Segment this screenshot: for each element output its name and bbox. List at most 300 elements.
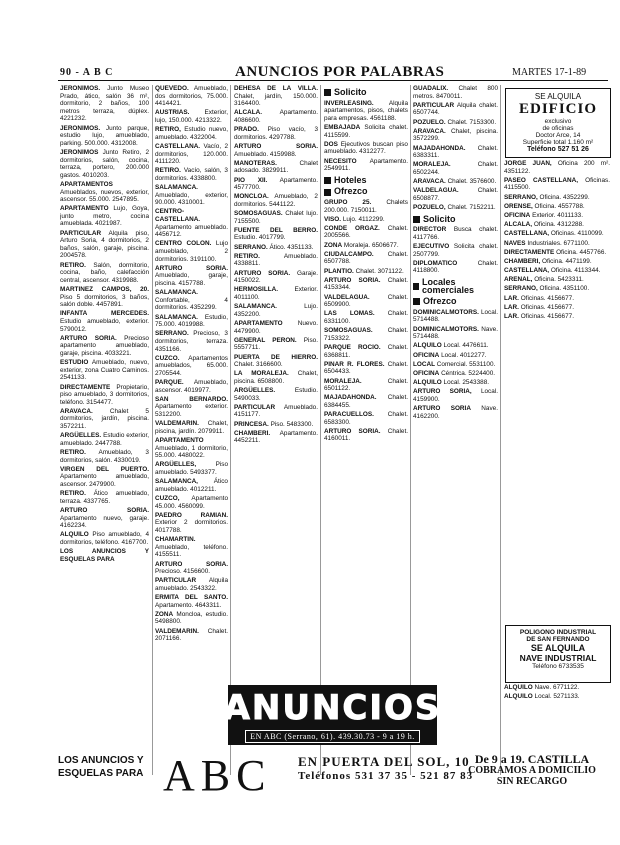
ad-text: Chalet. 4118800. xyxy=(413,259,498,275)
ad-phone: Teléfono 527 51 26 xyxy=(527,146,589,153)
ad-keyword: POZUELO. xyxy=(413,118,446,126)
ad-keyword: PASEO CASTELLANA, xyxy=(504,176,579,184)
ad-text: Estudio. 5490033. xyxy=(234,387,318,402)
ad-keyword: NAVES xyxy=(504,239,526,247)
classified-ad xyxy=(60,432,149,447)
ad-text: Chalet. 3576600. xyxy=(447,178,497,186)
ad-keyword: PIO XII. xyxy=(234,176,268,184)
ad-keyword: CASTELLANA. xyxy=(155,142,201,150)
banner-subline: EN ABC (Serrano, 61). 439.30.73 - 9 a 19 h. xyxy=(245,730,420,743)
ad-text: Oficina. 4471199. xyxy=(542,257,592,265)
ad-keyword: PRINCESA. xyxy=(234,420,269,428)
footer-phones: Teléfonos 531 37 35 - 521 87 83 xyxy=(298,770,474,782)
ad-keyword: ARTURO SORIA. xyxy=(324,276,381,284)
classified-ad xyxy=(60,125,149,148)
ad-keyword: ALQUILO xyxy=(413,379,442,387)
ad-text: Local. 5271133. xyxy=(534,693,580,701)
ad-keyword: ALQUILO xyxy=(504,684,533,691)
footer-ad xyxy=(58,750,616,805)
classified-ad xyxy=(504,276,610,284)
ad-keyword: VISO. xyxy=(324,215,342,223)
classified-ad xyxy=(155,478,228,493)
classified-ad xyxy=(504,258,610,266)
ad-keyword: PAEDRO RAMIAN. xyxy=(155,511,228,519)
ad-text: Amueblado, teléfono. 4155511. xyxy=(155,543,228,559)
ad-text: Exterior. 4011100. xyxy=(234,286,318,301)
classified-column-6-bottom xyxy=(504,684,610,744)
classified-ad xyxy=(504,684,610,692)
ad-line: POLIGONO INDUSTRIAL xyxy=(519,629,597,636)
anuncios-banner xyxy=(223,685,442,745)
ad-keyword: EJECUTIVO xyxy=(413,243,450,251)
nave-industrial-ad xyxy=(505,625,611,683)
ad-text: Oficina 200 m². 4351122. xyxy=(504,160,610,175)
ad-text: Oficinas. 4156677. xyxy=(520,313,574,320)
ad-text: Oficina. 4113344. xyxy=(550,267,601,275)
ad-keyword: SALAMANCA. xyxy=(234,303,277,311)
ad-text: Amueblado, dos dormitorios, 75.000. 4414421. xyxy=(155,85,228,108)
ad-text: Apartamento. 2549911. xyxy=(324,157,408,173)
ad-keyword: ARTURO SORIA. xyxy=(155,560,228,568)
header-rule xyxy=(58,80,608,81)
classified-ad xyxy=(504,160,610,175)
ad-text: Amueblado, exterior, 90.000. 4310001. xyxy=(155,191,228,207)
ad-text: Chalet. 6502244. xyxy=(413,161,498,176)
classified-ad xyxy=(234,109,318,124)
classified-column-4 xyxy=(324,85,408,680)
column-divider xyxy=(500,85,501,775)
ad-text: Chalet, jardín, 150.000. 3164400. xyxy=(234,92,318,108)
ad-keyword: ESTUDIO xyxy=(60,359,89,367)
ad-keyword: SOMOSAGUAS. xyxy=(234,210,283,218)
classified-ad xyxy=(234,143,318,158)
ad-keyword: MAJADAHONDA. xyxy=(324,394,377,402)
classified-ad xyxy=(60,466,149,489)
section-heading xyxy=(324,89,408,97)
ad-keyword: PARTICULAR xyxy=(155,577,197,585)
classified-ad xyxy=(504,203,610,211)
section-label: Ofrezco xyxy=(334,186,368,197)
ad-text: Piso vacío, 3 dormitorios. 4297788. xyxy=(234,126,318,141)
ad-text: Oficina. 4557788. xyxy=(534,202,585,210)
ad-keyword: PARTICULAR xyxy=(234,403,276,411)
ad-keyword: ARTURO SORIA, xyxy=(413,388,472,396)
ad-keyword: MONCLOA. xyxy=(234,193,269,201)
ad-text: Chalet, piscina. 3572299. xyxy=(413,127,498,143)
ad-text: Chalet. 6508877. xyxy=(413,187,498,202)
ad-keyword: VALDELAGUA. xyxy=(413,187,459,195)
classified-ad xyxy=(413,128,498,143)
classified-ad xyxy=(504,693,610,701)
ad-text: Oficina. 4351100. xyxy=(539,285,590,293)
ad-headline: SE ALQUILA xyxy=(530,643,586,653)
ad-text: Estudio amueblado, exterior. 5790012. xyxy=(60,317,149,333)
ad-keyword: RETIRO. xyxy=(234,252,260,260)
section-label: Ofrezco xyxy=(423,296,457,307)
classified-ad xyxy=(413,352,498,360)
classified-ad xyxy=(413,379,498,387)
classified-ad xyxy=(155,314,228,329)
classified-ad xyxy=(413,204,498,212)
ad-text: Estudio nuevo, amueblado. 4322004. xyxy=(155,126,228,141)
classified-ad xyxy=(413,178,498,186)
classified-ad xyxy=(324,251,408,266)
classified-ad xyxy=(324,124,408,139)
ad-keyword: LOCAL xyxy=(413,360,436,368)
classified-ad xyxy=(155,437,228,460)
ad-text: Chalets 200.000. 7150011. xyxy=(324,198,408,214)
ad-line: exclusivo xyxy=(544,118,572,125)
ad-text: Lujo, Goya, junto metro, cocina amueblada. 4021987. xyxy=(60,205,149,228)
ad-text: Ejecutivos buscan piso amueblado. 4312277. xyxy=(324,140,408,156)
ad-text: Local. 4159900. xyxy=(413,388,498,403)
classified-ad xyxy=(155,355,228,378)
classified-ad xyxy=(324,199,408,214)
classified-ad xyxy=(155,561,228,576)
ad-text: Chalet adosado. 3829911. xyxy=(234,159,318,175)
classified-ad xyxy=(234,193,318,208)
ad-keyword: ALQUILO xyxy=(413,342,442,350)
ad-keyword: CENTRO COLON. xyxy=(155,240,212,248)
ad-keyword: AUSTRIAS. xyxy=(155,109,190,117)
ad-text: Apartamento amueblado, ascensor. 2479900. xyxy=(60,473,149,488)
classified-ad xyxy=(234,253,318,268)
classified-ad xyxy=(324,268,408,276)
ad-keyword: ARGÜELLES. xyxy=(60,432,102,440)
ad-text: Vacío, salón, 3 dormitorios. 4338800. xyxy=(155,167,228,182)
classified-ad xyxy=(155,208,228,238)
ad-keyword: DIRECTAMENTE xyxy=(504,248,555,256)
ad-keyword: ALCALA. xyxy=(234,109,263,117)
ad-text: Garaje. 4150022. xyxy=(234,269,318,285)
ad-keyword: ARAVACA. xyxy=(413,127,446,135)
ad-keyword: SERRANO, xyxy=(504,193,538,201)
ad-text: Local. 4012277. xyxy=(441,351,487,359)
page-date: MARTES 17-1-89 xyxy=(512,67,587,78)
ad-keyword: PLANTIO. xyxy=(324,267,354,275)
classified-ad xyxy=(234,370,318,385)
classified-ad xyxy=(413,161,498,176)
ad-keyword: RETIRO. xyxy=(60,261,86,269)
ad-keyword: ARTURO SORIA. xyxy=(234,269,291,277)
ad-text: Chalet. 2005566. xyxy=(324,224,408,240)
classified-ad xyxy=(504,285,610,293)
ad-line: SE ALQUILA xyxy=(534,92,582,101)
ad-keyword: RETIRO. xyxy=(155,167,181,175)
ad-line: Doctor Arce, 14 xyxy=(535,132,581,139)
ad-keyword: PARACUELLOS. xyxy=(324,411,374,419)
ad-keyword: CIUDALCAMPO. xyxy=(324,250,374,258)
ad-keyword: VALDELAGUA. xyxy=(324,293,370,301)
classified-ad xyxy=(234,210,318,225)
ad-keyword: CENTRO-CASTELLANA. xyxy=(155,208,201,224)
section-heading xyxy=(324,174,408,185)
ad-keyword: OFICINA xyxy=(413,369,440,377)
ad-text: Chalet. 3166600. xyxy=(234,361,283,369)
column-divider xyxy=(410,85,411,775)
ad-text: Piso 5 dormitorios, 3 baños, salón doble. 4457891. xyxy=(60,293,149,309)
ad-keyword: RETIRO. xyxy=(60,449,86,457)
section-heading xyxy=(413,298,498,306)
ad-keyword: SERRANO. xyxy=(155,330,189,338)
classified-column-3 xyxy=(234,85,318,680)
ad-keyword: ARGÜELLES. xyxy=(234,387,276,395)
classified-ad xyxy=(60,548,149,563)
classified-ad xyxy=(234,303,318,318)
ad-text: Oficina. 4352299. xyxy=(539,193,590,201)
classified-ad xyxy=(413,309,498,324)
ad-text: Propietario, piso amueblado, 3 dormitorios, teléfono. 3154477. xyxy=(60,383,149,406)
ad-keyword: SALAMANCA. xyxy=(155,313,198,321)
classified-ad xyxy=(504,212,610,220)
ad-keyword: RETIRO, xyxy=(155,126,181,134)
classified-ad xyxy=(234,337,318,352)
ad-keyword: CUZCO, xyxy=(155,494,180,502)
footer-hours-line: SIN RECARGO xyxy=(496,776,568,787)
ad-phone: Teléfono 6733535 xyxy=(532,663,584,670)
ad-text: Apartamento nuevo, garaje. 4162234. xyxy=(60,514,149,530)
classified-ad xyxy=(504,230,610,238)
ad-text: Solicita chalet. 2507799. xyxy=(413,243,498,258)
ad-text: Chalet. 4153344. xyxy=(324,276,408,292)
ad-text: Chalet, piscina. 6508800. xyxy=(234,370,318,385)
classified-ad xyxy=(60,181,149,204)
ad-keyword: FUENTE DEL BERRO. xyxy=(234,226,318,234)
ad-keyword: PINAR R. FLORES. xyxy=(324,360,385,368)
footer-address-line: EN PUERTA DEL SOL, 10 xyxy=(298,754,470,769)
classified-ad xyxy=(504,177,610,192)
classified-ad xyxy=(60,335,149,358)
ad-text: Local. 2543388. xyxy=(443,379,490,387)
ad-text: Amueblado, 1 dormitorio, 55.000. 4480022. xyxy=(155,444,228,460)
classified-ad xyxy=(155,167,228,182)
ad-text: Chalet. 3071122. xyxy=(355,267,404,275)
classified-ad xyxy=(504,304,610,312)
classified-ad xyxy=(234,320,318,335)
ad-text: Nave. 6771122. xyxy=(534,684,580,691)
classified-column-6 xyxy=(504,160,610,620)
ad-keyword: APARTAMENTOS xyxy=(60,180,113,188)
ad-keyword: MORALEJA. xyxy=(324,377,362,385)
ad-text: Apartamento exterior. 5312200. xyxy=(155,403,228,419)
ad-text: Chalet. 6331100. xyxy=(324,310,408,325)
classified-ad xyxy=(234,227,318,242)
classified-ad xyxy=(155,240,228,263)
ad-text: Amueblado, 3 dormitorios, salón. 4330019. xyxy=(60,449,149,464)
ad-text: Piso amueblado. 5493377. xyxy=(155,461,228,476)
ad-text: Junto Retiro, 2 dormitorios, salón, cocina, terraza, portero, 200.000 gastos. 4010203. xyxy=(60,148,149,179)
banner-headline: ANUNCIOS xyxy=(223,687,442,728)
ad-text: Lujo. 4352200. xyxy=(234,303,318,318)
ad-text: Chalet 800 metros. 8470011. xyxy=(413,85,498,100)
ad-keyword: DOMINICALMOTORS. xyxy=(413,308,479,316)
classified-ad xyxy=(155,289,228,312)
ad-keyword: PUERTA DE HIERRO. xyxy=(234,353,318,361)
classified-ad xyxy=(155,495,228,510)
ad-keyword: DOMINICALMOTORS. xyxy=(413,325,479,333)
ad-keyword: ARTURO SORIA. xyxy=(155,264,228,272)
ad-text: Apartamento. 4452211. xyxy=(234,429,318,445)
classified-ad xyxy=(60,531,149,546)
ad-keyword: MANOTERAS. xyxy=(234,159,277,167)
classified-ad xyxy=(413,388,498,403)
classified-ad xyxy=(234,85,318,108)
ad-keyword: ARAVACA. xyxy=(413,178,446,186)
ad-keyword: ALCALA, xyxy=(504,221,533,229)
classified-ad xyxy=(324,277,408,292)
column-divider xyxy=(152,85,153,775)
page-number: 90 - A B C xyxy=(60,67,114,78)
classified-column-5 xyxy=(413,85,498,745)
ad-text: Piso amueblado, 4 dormitorios, teléfono. 4167700. xyxy=(60,531,149,546)
classified-ad xyxy=(324,428,408,443)
ad-keyword: DIPLOMATICO xyxy=(413,259,458,267)
section-label: Locales comerciales xyxy=(422,277,475,295)
classified-ad xyxy=(234,270,318,285)
ad-keyword: PARTICULAR xyxy=(413,101,455,109)
ad-keyword: CASTELLANA, xyxy=(504,230,550,238)
classified-ad xyxy=(234,430,318,445)
ad-text: Vacío, 2 dormitorios, 120.000. 4111220. xyxy=(155,142,228,166)
ad-keyword: CHAMBERI. xyxy=(234,429,271,437)
classified-ad xyxy=(234,421,318,429)
ad-keyword: LAR. xyxy=(504,313,519,320)
column-divider xyxy=(230,85,231,775)
ad-text: Chalet. 7153322. xyxy=(324,327,408,342)
ad-keyword: CUZCO. xyxy=(155,354,180,362)
ad-text: Estudio, 75.000. 4019988. xyxy=(155,313,228,329)
classified-ad xyxy=(324,327,408,342)
ad-keyword: EMBAJADA xyxy=(324,123,361,131)
ad-keyword: PARQUE. xyxy=(155,379,184,387)
classified-ad xyxy=(155,265,228,288)
ad-keyword: ARTURO SORIA xyxy=(413,405,471,413)
ad-keyword: CHAMARTIN. xyxy=(155,536,196,544)
classified-column-2 xyxy=(155,85,228,745)
ad-keyword: PARTICULAR xyxy=(60,229,102,237)
classified-ad xyxy=(234,177,318,192)
ad-keyword: VALDEMARIN. xyxy=(155,420,199,428)
classified-ad xyxy=(155,628,228,643)
footer-hours xyxy=(448,754,616,787)
classified-ad xyxy=(155,420,228,435)
ad-keyword: RETIRO. xyxy=(60,490,86,498)
ad-text: Apartamento. 4086600. xyxy=(234,109,318,124)
section-heading xyxy=(413,279,498,294)
ad-line: de oficinas xyxy=(542,125,574,132)
classified-ad xyxy=(60,205,149,228)
ad-text: Oficina. 4457766. xyxy=(556,248,607,256)
ad-keyword: QUEVEDO. xyxy=(155,85,189,92)
ad-keyword: SALAMANCA, xyxy=(155,478,198,486)
ad-keyword: DIRECTOR xyxy=(413,226,447,234)
ad-text: Nuevo. 4479900. xyxy=(234,319,318,335)
ad-text: Apartamento. 4577700. xyxy=(234,176,318,192)
classified-ad xyxy=(413,119,498,127)
ad-keyword: SERRANO. xyxy=(234,243,268,251)
ad-keyword: POZUELO, xyxy=(413,204,446,212)
ad-text: Oficina. 5423311. xyxy=(534,276,584,284)
section-label: Solicito xyxy=(423,213,456,224)
ad-text: Moncloa, estudio. 5498800. xyxy=(155,610,228,626)
classified-ad xyxy=(324,216,408,224)
ad-text: Ático. 4351133. xyxy=(269,243,314,251)
ad-keyword: ALQUILO xyxy=(60,531,89,539)
page-header xyxy=(0,0,620,82)
ad-text: Comercial. 5531100. xyxy=(436,360,496,368)
ad-keyword: ARAVACA. xyxy=(60,407,93,415)
square-bullet-icon xyxy=(413,216,420,223)
footer-hours-line: COBRAMOS A DOMICILIO xyxy=(468,765,596,776)
ad-text: Amueblado, 2 dormitorios. 5441122. xyxy=(234,193,318,208)
classified-ad xyxy=(234,244,318,252)
ad-keyword: LOS ANUNCIOS Y ESQUELAS PARA xyxy=(60,548,149,563)
classified-ad xyxy=(234,126,318,141)
ad-keyword: SOMOSAGUAS. xyxy=(324,327,373,335)
ad-text: Oficinas. 4110099. xyxy=(550,230,604,238)
ad-keyword: INVERLEASING. xyxy=(324,99,374,107)
ad-keyword: ARTURO SORIA. xyxy=(60,334,117,342)
square-bullet-icon xyxy=(324,89,331,96)
classified-ad xyxy=(60,490,149,505)
ad-text: Chalet. 6504433. xyxy=(324,360,408,376)
ad-text: Chalet. 6509900. xyxy=(324,293,408,309)
ad-keyword: SAN BERNARDO. xyxy=(155,395,228,403)
ad-keyword: SERRANO, xyxy=(504,285,538,293)
footer-hours-line: De 9 a 19. CASTILLA xyxy=(474,752,590,766)
ad-text: Chalet. 2071166. xyxy=(155,627,228,643)
classified-ad xyxy=(324,242,408,250)
classified-ad xyxy=(60,149,149,179)
ad-text: Moraleja. 6506677. xyxy=(343,241,399,249)
ad-text: Alquila apartamentos, pisos, chalets para empresas. 4561188. xyxy=(324,99,408,122)
classified-ad xyxy=(234,387,318,402)
ad-text: Nave. 4162200. xyxy=(413,405,498,420)
classified-ad xyxy=(413,145,498,160)
ad-text: Salón, dormitorio, cocina, baño, calefacción central, ascensor. 4319988. xyxy=(60,261,149,284)
ad-text: Amueblado. 4151177. xyxy=(234,403,318,419)
classified-ad xyxy=(324,411,408,426)
classified-ad xyxy=(155,577,228,592)
classified-ad xyxy=(504,295,610,303)
ad-text: Chalet. 6383311. xyxy=(413,144,498,160)
ad-keyword: LAR. xyxy=(504,294,519,302)
classified-ad xyxy=(155,126,228,141)
ad-keyword: GUADALIX. xyxy=(413,85,449,92)
classified-ad xyxy=(60,286,149,309)
classified-ad xyxy=(234,404,318,419)
section-heading xyxy=(324,188,408,196)
ad-keyword: CHAMBERI, xyxy=(504,257,541,265)
ad-keyword: ARTURO SORIA. xyxy=(324,427,381,435)
classified-ad xyxy=(60,408,149,431)
ad-text: Alquila piso, Arturo Soria, 4 dormitorios, 2 baños, salón, garaje, piscina. 2004578. xyxy=(60,229,149,260)
ad-text: Céntrica. 5224400. xyxy=(441,369,496,377)
classified-ad xyxy=(155,536,228,559)
square-bullet-icon xyxy=(413,283,419,290)
classified-ad xyxy=(324,378,408,393)
classified-ad xyxy=(413,370,498,378)
classified-ad xyxy=(60,384,149,407)
ad-text: Chalet. 7153300. xyxy=(447,118,497,126)
ad-text: Lujo. 4112299. xyxy=(342,215,385,223)
ad-text: Alquila amueblado. 2543322. xyxy=(155,577,228,592)
ad-text: Junto Museo Prado, ático, salón 36 m², dormitorio, 2 baños, 100 metros terraza, dúplex. 4221232. xyxy=(60,85,149,123)
ad-keyword: NECESITO xyxy=(324,157,357,165)
classified-ad xyxy=(60,507,149,530)
ad-text: Exterior, lujo, 150.000. 4213322. xyxy=(155,109,228,124)
ad-text: Piso. 5557711. xyxy=(234,336,318,352)
